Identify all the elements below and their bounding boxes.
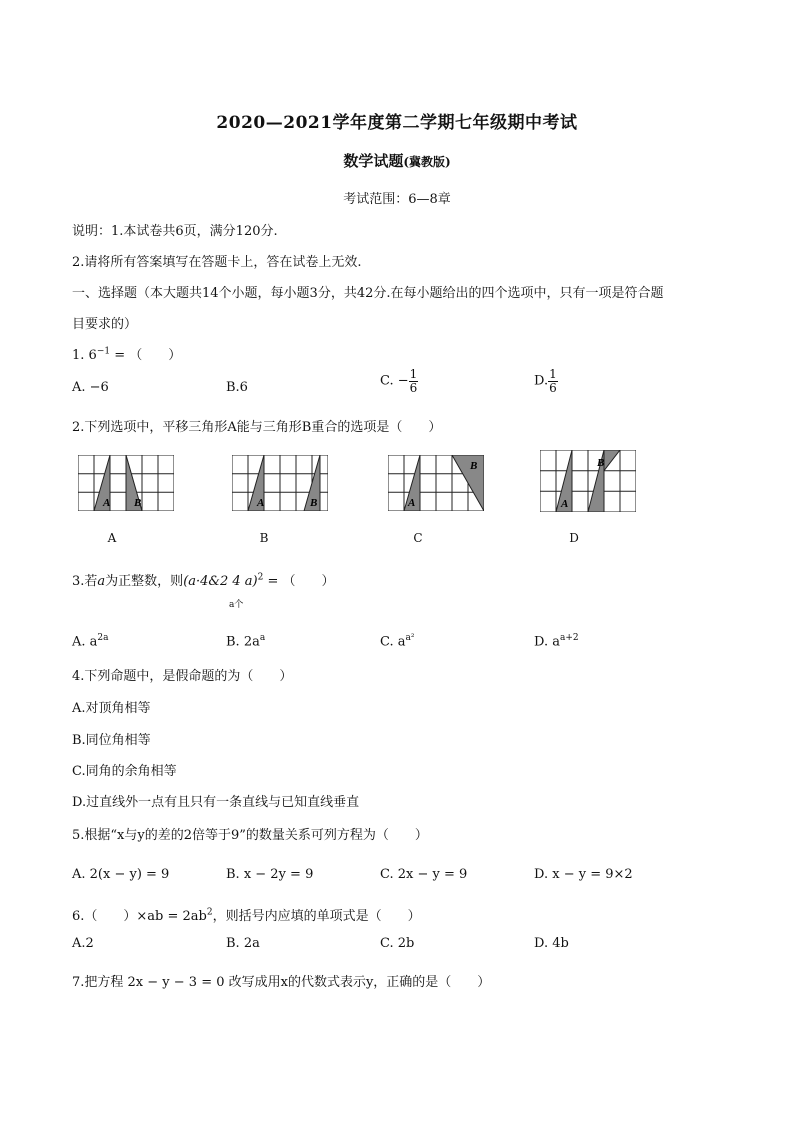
q4-option-a: A.对顶角相等: [72, 701, 151, 716]
q2-label-c: C: [413, 531, 423, 545]
q1-c-num: 1: [409, 367, 418, 381]
q5-option-c: C. 2x − y = 9: [380, 867, 468, 882]
q2-stem: 2.下列选项中，平移三角形A能与三角形B重合的选项是（ ）: [72, 420, 442, 435]
q3-b-exp: a: [259, 633, 266, 643]
q3-stem-pre: 3.若: [72, 574, 98, 589]
q6-stem-post: ，则括号内应填的单项式是（ ）: [212, 909, 421, 924]
q3-option-b: [226, 633, 265, 649]
q6-stem-pre: 6.（ ）×ab = 2ab: [72, 909, 207, 924]
exam-range: 考试范围：6—8章: [343, 192, 451, 207]
q4-option-b: B.同位角相等: [72, 733, 151, 748]
q1-stem-exp: −1: [96, 346, 111, 357]
q5-stem: 5.根据“x与y的差的2倍等于9”的数量关系可列方程为（ ）: [72, 828, 428, 843]
q6-stem: [72, 905, 421, 924]
q3-stem-var: a: [97, 574, 106, 589]
q1-option-d: [534, 368, 558, 394]
q2-b-tri-a: A: [257, 497, 265, 509]
q2-a-tri-a: A: [103, 497, 111, 509]
q1-d-fraction: [548, 368, 558, 394]
q3-a-exp: 2a: [97, 633, 109, 643]
q6-stem-exp: 2: [206, 907, 213, 918]
section-heading-line-1: 一、选择题（本大题共14个小题，每小题3分，共42分.在每小题给出的四个选项中，只有一项是符合题: [72, 286, 664, 301]
q6-option-b: B. 2a: [226, 936, 260, 951]
subtitle-note: (冀教版): [403, 155, 451, 169]
q5-option-a: A. 2(x − y) = 9: [72, 867, 170, 882]
subtitle-text: 数学试题: [343, 152, 404, 170]
q3-d-base: D. a: [534, 634, 560, 650]
q1-d-prefix: D.: [534, 373, 549, 389]
q2-a-tri-b: B: [134, 497, 142, 509]
q4-stem: 4.下列命题中，是假命题的为（ ）: [72, 669, 293, 684]
q6-option-a: A.2: [72, 936, 94, 951]
q1-c-fraction: [409, 368, 419, 394]
exam-title: 2020—2021学年度第二学期七年级期中考试: [216, 113, 578, 133]
q3-c-base: C. a: [380, 634, 406, 650]
q3-expression: (a·4&2 4 a): [183, 574, 258, 589]
q1-option-a: A. −6: [72, 380, 109, 395]
q2-d-tri-b: B: [597, 457, 605, 469]
q2-figure-d: [540, 450, 636, 512]
q1-d-num: 1: [549, 367, 557, 381]
q3-option-d: [534, 633, 579, 649]
q1-c-prefix: C. −: [380, 373, 409, 389]
q2-figure-a: [78, 455, 174, 511]
q3-stem-post: 为正整数，则: [105, 574, 184, 589]
q3-option-c: [380, 633, 414, 649]
q3-a-base: A. a: [72, 634, 98, 650]
q4-option-c: C.同角的余角相等: [72, 764, 177, 779]
q1-c-den: 6: [409, 380, 418, 395]
q1-stem-tail: = （ ）: [110, 348, 182, 363]
q3-stem: [72, 570, 335, 589]
q2-figure-b: [232, 455, 328, 511]
q3-stem-end: = （ ）: [263, 574, 335, 589]
q2-label-a: A: [107, 531, 117, 545]
q4-option-d: D.过直线外一点有且只有一条直线与已知直线垂直: [72, 795, 360, 810]
note-1: 说明：1.本试卷共6页，满分120分.: [72, 224, 278, 239]
q3-stem-exp: 2: [257, 572, 264, 583]
q1-option-b: B.6: [226, 380, 248, 395]
q2-c-tri-a: A: [408, 497, 416, 509]
q7-stem: 7.把方程 2x − y − 3 = 0 改写成用x的代数式表示y，正确的是（ ）: [72, 975, 491, 990]
q2-d-tri-a: A: [561, 498, 569, 510]
q3-c-exp: a²: [405, 633, 415, 643]
q3-under-brace-label: a个: [229, 600, 244, 610]
q1-stem-base: 1. 6: [72, 348, 97, 363]
q5-option-b: B. x − 2y = 9: [226, 867, 314, 882]
q1-option-c: [380, 368, 418, 394]
q2-c-tri-b: B: [470, 460, 478, 472]
q3-option-a: [72, 633, 109, 649]
q5-option-d: D. x − y = 9×2: [534, 867, 633, 882]
q3-d-exp: a+2: [559, 633, 579, 643]
q3-b-base: B. 2a: [226, 634, 260, 650]
section-heading-line-2: 目要求的）: [72, 317, 138, 332]
q2-label-b: B: [259, 531, 269, 545]
q2-figure-c: [388, 455, 484, 511]
q2-b-tri-b: B: [310, 497, 318, 509]
q1-stem: [72, 344, 181, 363]
q6-option-c: C. 2b: [380, 936, 415, 951]
q6-option-d: D. 4b: [534, 936, 569, 951]
note-2: 2.请将所有答案填写在答题卡上，答在试卷上无效.: [72, 255, 362, 270]
q1-d-den: 6: [549, 380, 557, 395]
exam-subtitle: [0, 150, 794, 171]
q2-label-d: D: [569, 531, 579, 545]
